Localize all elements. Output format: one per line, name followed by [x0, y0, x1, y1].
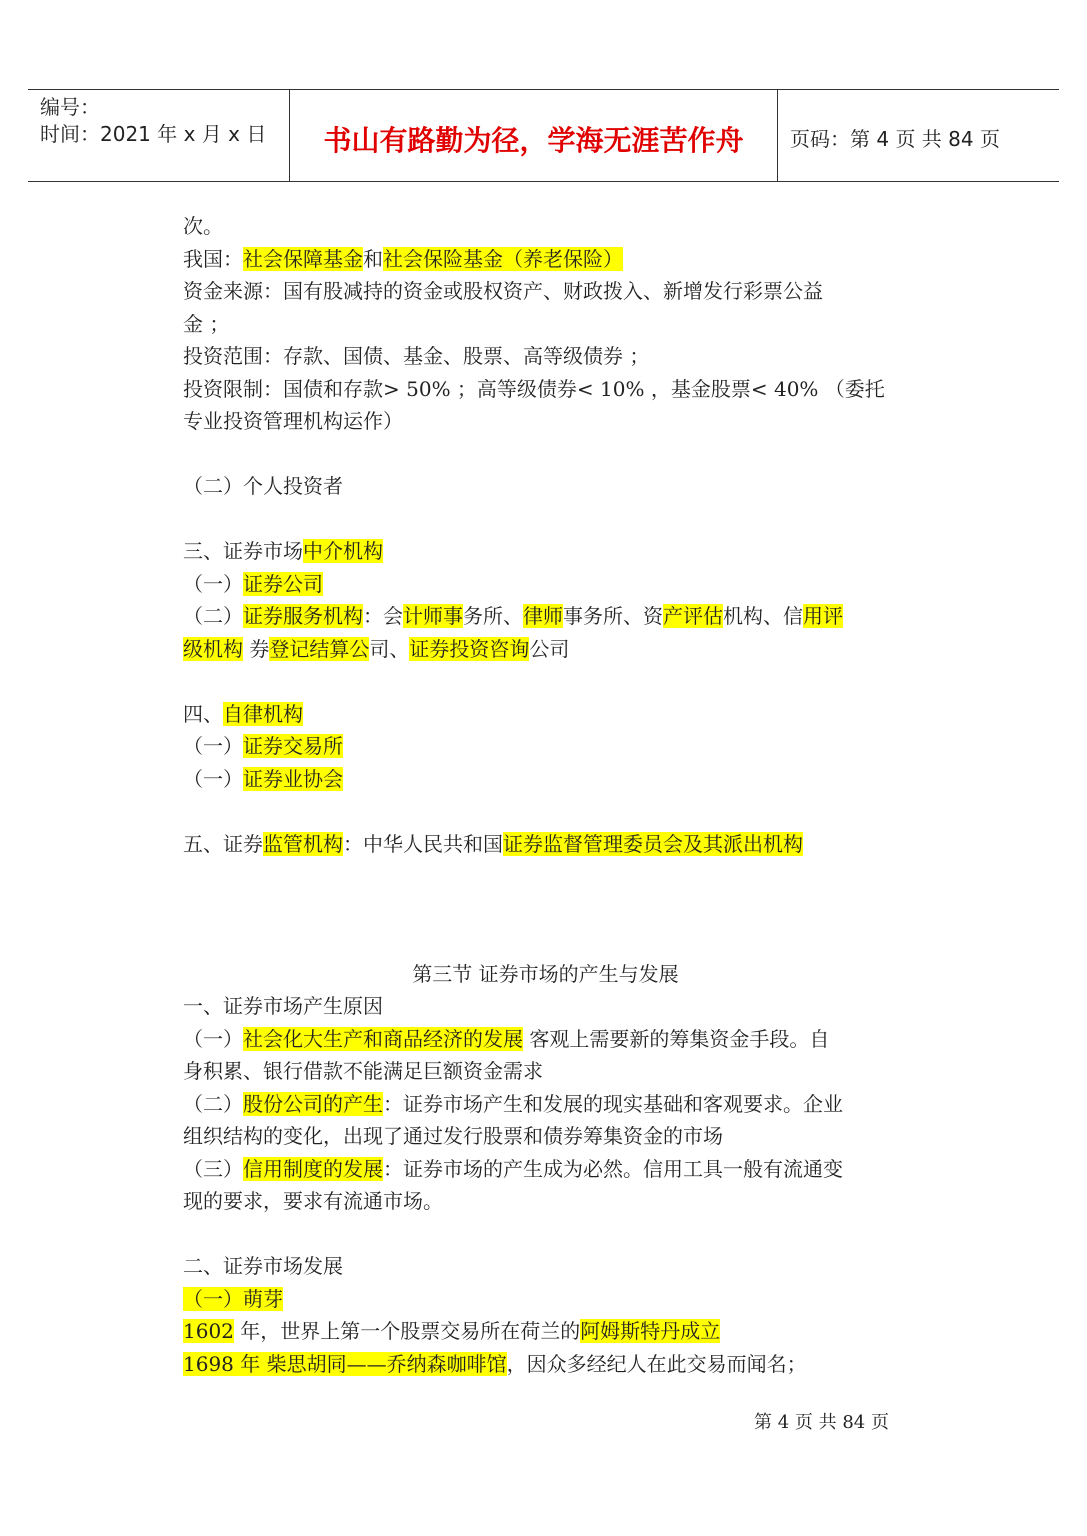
text-line: （二）股份公司的产生：证券市场产生和发展的现实基础和客观要求。企业: [183, 1091, 843, 1116]
highlight: 1698 年 柴思胡同——乔纳森咖啡馆: [183, 1351, 507, 1376]
highlight: 社会保障基金: [243, 246, 363, 271]
section-title: 第三节 证券市场的产生与发展: [412, 961, 679, 986]
text-line: 我国：社会保障基金和社会保险基金（养老保险）: [183, 246, 623, 271]
highlight: 1602: [183, 1319, 234, 1343]
highlight: 登记结算公: [269, 636, 370, 661]
text-line: 投资限制：国债和存款> 50% ；高等级债券< 10% ，基金股票< 40% （委托: [183, 376, 885, 401]
highlight: 律师: [523, 604, 563, 628]
serial-label: 编号：: [40, 95, 100, 119]
page-footer: 第 4 页 共 84 页: [754, 1412, 889, 1433]
text-line: 1602 年，世界上第一个股票交易所在荷兰的阿姆斯特丹成立: [183, 1319, 721, 1343]
text-line: （一）证券交易所: [183, 734, 343, 758]
heading: 二、证券市场发展: [183, 1254, 343, 1278]
highlight: 股份公司的产生: [243, 1091, 383, 1116]
highlight: 中介机构: [303, 539, 383, 563]
highlight: 证券投资咨询: [409, 636, 530, 661]
text-line: 组织结构的变化，出现了通过发行股票和债券筹集资金的市场: [183, 1124, 723, 1148]
heading: 五、证券监管机构：中华人民共和国证券监督管理委员会及其派出机构: [183, 831, 803, 856]
text-line: 1698 年 柴思胡同——乔纳森咖啡馆，因众多经纪人在此交易而闻名；: [183, 1351, 807, 1376]
subheading: （二）个人投资者: [183, 474, 343, 498]
text-line: （三）信用制度的发展：证券市场的产生成为必然。信用工具一般有流通变: [183, 1156, 843, 1181]
text-line: （一）证券业协会: [183, 766, 343, 791]
highlight: 级机构: [183, 636, 243, 661]
document-body: [183, 210, 908, 1380]
highlight: 监管机构: [263, 831, 343, 856]
text-line: 次。: [183, 214, 223, 238]
highlight: （一）萌芽: [183, 1286, 283, 1311]
highlight: 证券交易所: [243, 734, 343, 758]
highlight: 社会化大生产和商品经济的发展: [243, 1026, 523, 1051]
highlight: 自律机构: [223, 701, 303, 726]
header-page-number: 页码：第 4 页 共 84 页: [790, 127, 1000, 151]
highlight: 产评估: [663, 604, 723, 628]
text-line: （一）社会化大生产和商品经济的发展 客观上需要新的筹集资金手段。自: [183, 1026, 830, 1051]
heading: 一、证券市场产生原因: [183, 994, 383, 1018]
heading: 三、证券市场中介机构: [183, 539, 383, 563]
page-header: [28, 89, 1059, 182]
highlight: 计师事: [403, 604, 463, 628]
heading: 四、自律机构: [183, 701, 303, 726]
highlight: 社会保险基金（养老保险）: [383, 246, 623, 271]
text-line: （二）证券服务机构：会计师事务所、律师事务所、资产评估机构、信用评: [183, 604, 843, 628]
highlight: 证券服务机构: [243, 604, 363, 628]
text-line: 身积累、银行借款不能满足巨额资金需求: [183, 1059, 543, 1083]
highlight: 用评: [803, 604, 843, 628]
text-line: 级机构 券登记结算公司、证券投资咨询公司: [183, 636, 570, 661]
text-line: 金 ；: [183, 311, 230, 336]
highlight: 阿姆斯特丹成立: [580, 1319, 721, 1343]
text-line: 现的要求，要求有流通市场。: [183, 1189, 443, 1213]
header-info: [28, 90, 290, 181]
highlight: 证券监督管理委员会及其派出机构: [503, 831, 803, 856]
time-label: 时间：2021 年 x 月 x 日: [40, 122, 267, 146]
subheading: [183, 1283, 908, 1316]
header-motto: 书山有路勤为径，学海无涯苦作舟: [290, 90, 778, 181]
text-line: （一）证券公司: [183, 571, 323, 596]
highlight: 证券业协会: [243, 766, 343, 791]
text-line: 专业投资管理机构运作）: [183, 409, 403, 433]
highlight: 信用制度的发展: [243, 1156, 383, 1181]
text-line: 投资范围：存款、国债、基金、股票、高等级债券 ；: [183, 344, 650, 368]
text-line: 资金来源：国有股减持的资金或股权资产、财政拨入、新增发行彩票公益: [183, 279, 823, 303]
highlight: 证券公司: [243, 571, 323, 596]
